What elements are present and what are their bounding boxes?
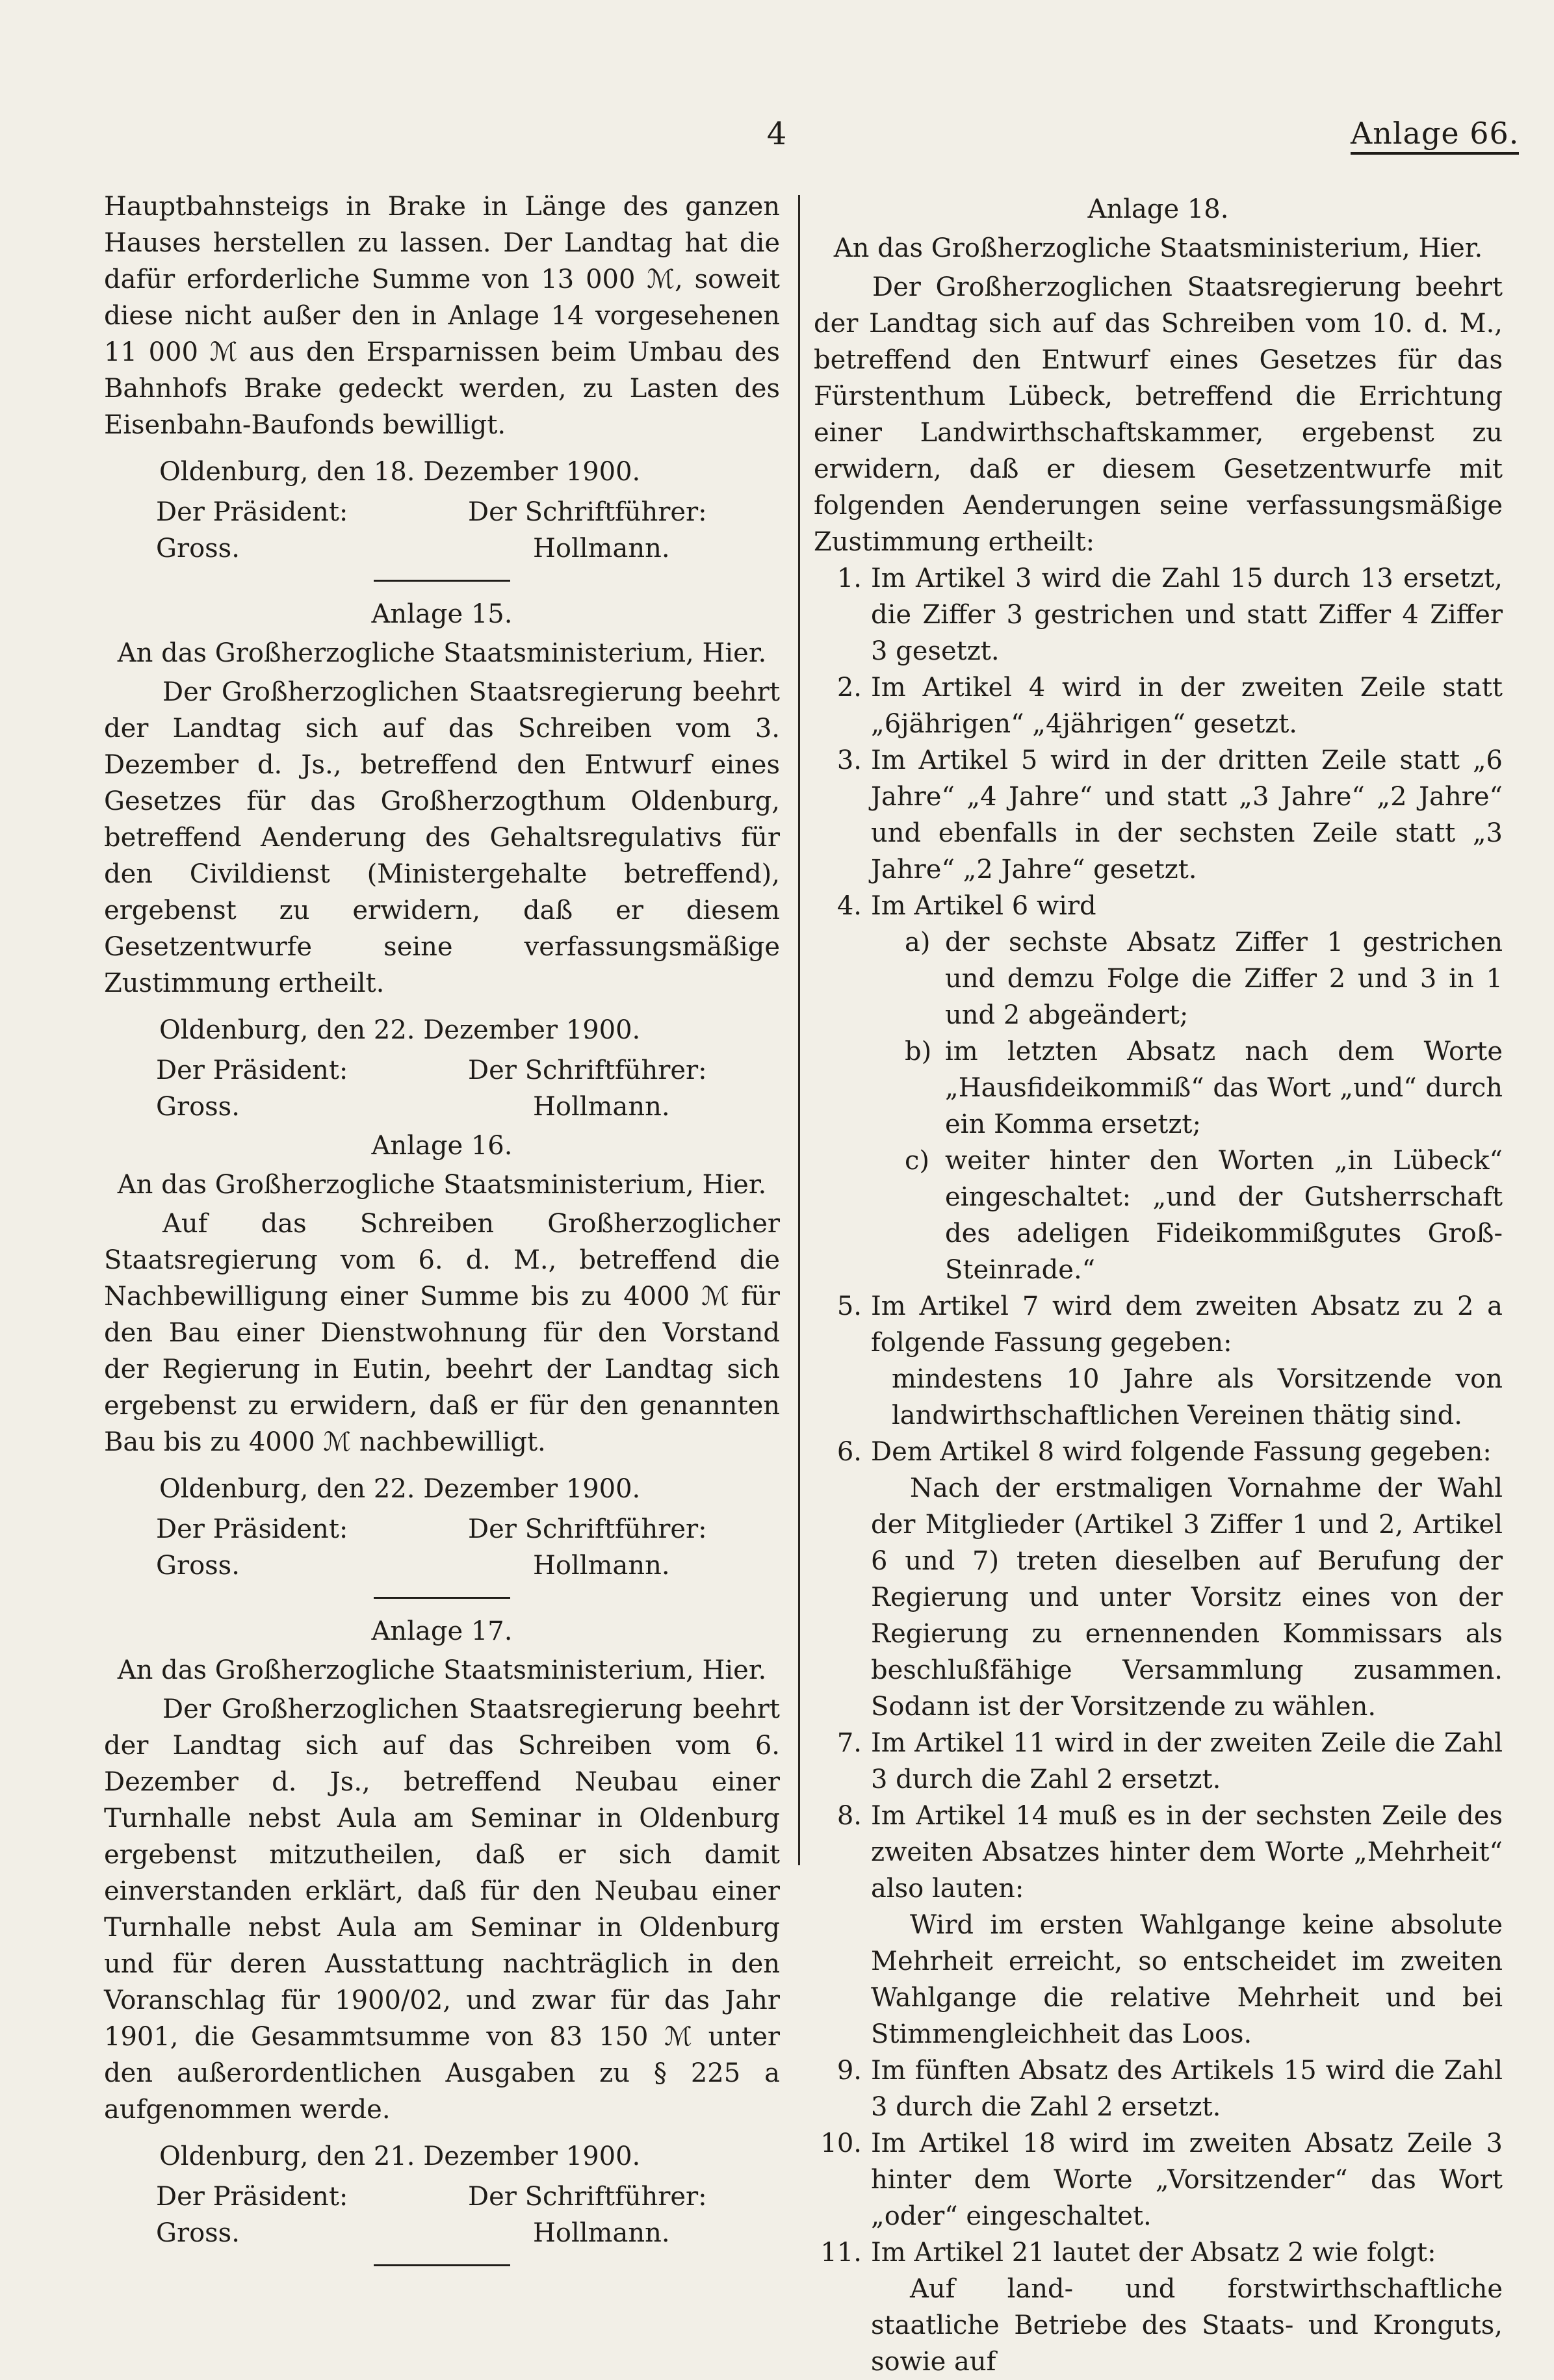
addressee: An das Großherzogliche Staatsministerium, Hier. xyxy=(117,638,767,668)
separator-rule xyxy=(374,1597,510,1599)
signature-block xyxy=(156,1511,780,1584)
item-number: 5. xyxy=(836,1291,862,1321)
item-number: 4. xyxy=(836,891,862,921)
item-text: Im fünften Absatz des Artikels 15 wird die Zahl 3 durch die Zahl 2 ersetzt. xyxy=(871,2056,1503,2122)
page-number: 4 xyxy=(766,116,787,152)
item-text: Im Artikel 14 muß es in der sechsten Zeile des zweiten Absatzes hinter dem Worte „Mehrheit“ also lauten: xyxy=(871,1801,1503,1904)
intro-paragraph: Hauptbahnsteigs in Brake in Länge des ganzen Hauses herstellen zu lassen. Der Landtag hat die dafür erforderliche Summe von 13 000 ℳ, soweit diese nicht außer den in Anlage 14 vorgesehenen 11 000 ℳ aus den Ersparnissen beim Umbau des Bahnhofs Brake gedeckt werden, zu Lasten des Eisenbahn-Baufonds bewilligt. xyxy=(104,192,780,440)
president-label: Der Präsident: xyxy=(156,1514,348,1544)
secretary-name: Hollmann. xyxy=(533,534,670,563)
item-text: Im Artikel 11 wird in der zweiten Zeile die Zahl 3 durch die Zahl 2 ersetzt. xyxy=(871,1728,1503,1794)
item-text: Im Artikel 21 lautet der Absatz 2 wie folgt: xyxy=(871,2238,1436,2268)
president-label: Der Präsident: xyxy=(156,497,348,527)
amendment-item xyxy=(814,888,1503,924)
item-number: 3. xyxy=(836,745,862,775)
section-body: Auf das Schreiben Großherzoglicher Staatsregierung vom 6. d. M., betreffend die Nachbewilligung einer Summe bis zu 4000 ℳ für den Bau einer Dienstwohnung für den Vorstand der Regierung in Eutin, beehrt der Landtag sich ergebenst zu erwidern, daß er für den genannten Bau bis zu 4000 ℳ nachbewilligt. xyxy=(104,1209,780,1457)
dateline: Oldenburg, den 18. Dezember 1900. xyxy=(159,457,641,487)
amendment-item xyxy=(814,2234,1503,2271)
sub-item-text: im letzten Absatz nach dem Worte „Hausfideikommiß“ das Wort „und“ durch ein Komma ersetzt; xyxy=(945,1037,1503,1139)
sub-item-letter: c) xyxy=(905,1146,930,1176)
section-title: Anlage 16. xyxy=(371,1131,513,1161)
addressee: An das Großherzogliche Staatsministerium, Hier. xyxy=(833,233,1483,263)
item-number: 7. xyxy=(836,1728,862,1758)
separator-rule xyxy=(374,580,510,582)
president-name: Gross. xyxy=(156,1551,240,1581)
item-text: Im Artikel 6 wird xyxy=(871,891,1096,921)
amendment-item xyxy=(814,669,1503,742)
secretary-label: Der Schriftführer: xyxy=(468,1055,707,1085)
amendment-item xyxy=(814,1434,1503,1470)
secretary-label: Der Schriftführer: xyxy=(468,2182,707,2212)
item-text: Im Artikel 18 wird im zweiten Absatz Zeile 3 hinter dem Worte „Vorsitzender“ das Wort „oder“ eingeschaltet. xyxy=(871,2128,1503,2231)
president-name: Gross. xyxy=(156,2218,240,2248)
secretary-name: Hollmann. xyxy=(533,1551,670,1581)
section-title: Anlage 15. xyxy=(371,599,513,629)
item-text: Im Artikel 7 wird dem zweiten Absatz zu 2 a folgende Fassung gegeben: xyxy=(871,1291,1503,1358)
secretary-name: Hollmann. xyxy=(533,1092,670,1122)
amendment-quote: Auf land- und forstwirthschaftliche staatliche Betriebe des Staats- und Kronguts, sowie auf xyxy=(871,2274,1503,2377)
addressee: An das Großherzogliche Staatsministerium, Hier. xyxy=(117,1655,767,1685)
item-number: 1. xyxy=(836,563,862,593)
signature-block xyxy=(156,494,780,567)
amendment-item xyxy=(814,1798,1503,1907)
item-number: 9. xyxy=(836,2056,862,2086)
item-number: 8. xyxy=(836,1801,862,1831)
item-text: Im Artikel 5 wird in der dritten Zeile statt „6 Jahre“ „4 Jahre“ und statt „3 Jahre“ „2 Jahre“ und ebenfalls in der sechsten Zeile statt „3 Jahre“ „2 Jahre“ gesetzt. xyxy=(871,745,1503,885)
item-number: 11. xyxy=(820,2238,862,2268)
sub-item xyxy=(905,1143,1503,1288)
section-title: Anlage 17. xyxy=(371,1616,513,1646)
dateline: Oldenburg, den 22. Dezember 1900. xyxy=(159,1015,641,1045)
section-body: Der Großherzoglichen Staatsregierung beehrt der Landtag sich auf das Schreiben vom 3. Dezember d. Js., betreffend den Entwurf eines Gesetzes für das Großherzogthum Oldenburg, betreffend Aenderung des Gehaltsregulativs für den Civildienst (Ministergehalte betreffend), ergebenst zu erwidern, daß er diesem Gesetzentwurfe seine verfassungsmäßige Zustimmung ertheilt. xyxy=(104,677,780,998)
amendment-item xyxy=(814,1288,1503,1361)
section-title: Anlage 18. xyxy=(1087,194,1229,224)
item-number: 6. xyxy=(836,1437,862,1467)
sub-item-text: weiter hinter den Worten „in Lübeck“ eingeschaltet: „und der Gutsherrschaft des adeligen Fideikommißgutes Groß-Steinrade.“ xyxy=(945,1146,1503,1285)
column-divider xyxy=(798,195,800,1865)
amendment-quote: Nach der erstmaligen Vornahme der Wahl der Mitglieder (Artikel 3 Ziffer 1 und 2, Artikel 6 und 7) treten dieselben auf Berufung der Regierung und unter Vorsitz eines von der Regierung zu ernennenden Kommissars als beschlußfähige Versammlung zusammen. Sodann ist der Vorsitzende zu wählen. xyxy=(871,1473,1503,1722)
item-number: 2. xyxy=(836,673,862,703)
item-number: 10. xyxy=(820,2128,862,2158)
amendment-quote: mindestens 10 Jahre als Vorsitzende von landwirthschaftlichen Vereinen thätig sind. xyxy=(892,1364,1503,1430)
left-column xyxy=(104,188,780,2281)
signature-block xyxy=(156,2179,780,2251)
dateline: Oldenburg, den 22. Dezember 1900. xyxy=(159,1474,641,1504)
sub-item xyxy=(905,1033,1503,1143)
dateline: Oldenburg, den 21. Dezember 1900. xyxy=(159,2141,641,2171)
sub-item-letter: a) xyxy=(905,927,931,957)
sub-item-letter: b) xyxy=(905,1037,932,1067)
amendment-item xyxy=(814,2052,1503,2125)
amendment-item xyxy=(814,2125,1503,2234)
amendment-quote: Wird im ersten Wahlgange keine absolute Mehrheit erreicht, so entscheidet im zweiten Wahlgange die relative Mehrheit und bei Stimmengleichheit das Loos. xyxy=(871,1910,1503,2049)
signature-block xyxy=(156,1052,780,1125)
sub-item-text: der sechste Absatz Ziffer 1 gestrichen und demzu Folge die Ziffer 2 und 3 in 1 und 2 abgeändert; xyxy=(945,927,1503,1030)
addressee: An das Großherzogliche Staatsministerium, Hier. xyxy=(117,1170,767,1200)
president-label: Der Präsident: xyxy=(156,1055,348,1085)
separator-rule xyxy=(374,2264,510,2266)
section-body: Der Großherzoglichen Staatsregierung beehrt der Landtag sich auf das Schreiben vom 10. d. M., betreffend den Entwurf eines Gesetzes für das Fürstenthum Lübeck, betreffend die Errichtung einer Landwirthschaftskammer, ergebenst zu erwidern, daß er diesem Gesetzentwurfe mit folgenden Aenderungen seine verfassungsmäßige Zustimmung ertheilt: xyxy=(814,272,1503,557)
section-body: Der Großherzoglichen Staatsregierung beehrt der Landtag sich auf das Schreiben vom 6. Dezember d. Js., betreffend Neubau einer Turnhalle nebst Aula am Seminar in Oldenburg ergebenst mitzutheilen, daß er sich damit einverstanden erklärt, daß für den Neubau einer Turnhalle nebst Aula am Seminar in Oldenburg und für deren Ausstattung nachträglich in den Voranschlag für 1900/02, und zwar für das Jahr 1901, die Gesammtsumme von 83 150 ℳ unter den außerordentlichen Ausgaben zu § 225 a aufgenommen werde. xyxy=(104,1694,780,2125)
president-label: Der Präsident: xyxy=(156,2182,348,2212)
anlage-header: Anlage 66. xyxy=(1351,116,1519,155)
amendment-item xyxy=(814,742,1503,888)
secretary-name: Hollmann. xyxy=(533,2218,670,2248)
item-text: Im Artikel 3 wird die Zahl 15 durch 13 ersetzt, die Ziffer 3 gestrichen und statt Ziffer 4 Ziffer 3 gesetzt. xyxy=(871,563,1503,666)
sub-item xyxy=(905,924,1503,1033)
president-name: Gross. xyxy=(156,1092,240,1122)
secretary-label: Der Schriftführer: xyxy=(468,497,707,527)
president-name: Gross. xyxy=(156,534,240,563)
amendment-item xyxy=(814,1725,1503,1798)
item-text: Im Artikel 4 wird in der zweiten Zeile statt „6jährigen“ „4jährigen“ gesetzt. xyxy=(871,673,1503,739)
amendment-item xyxy=(814,560,1503,669)
right-column xyxy=(814,188,1503,2380)
item-text: Dem Artikel 8 wird folgende Fassung gegeben: xyxy=(871,1437,1492,1467)
secretary-label: Der Schriftführer: xyxy=(468,1514,707,1544)
